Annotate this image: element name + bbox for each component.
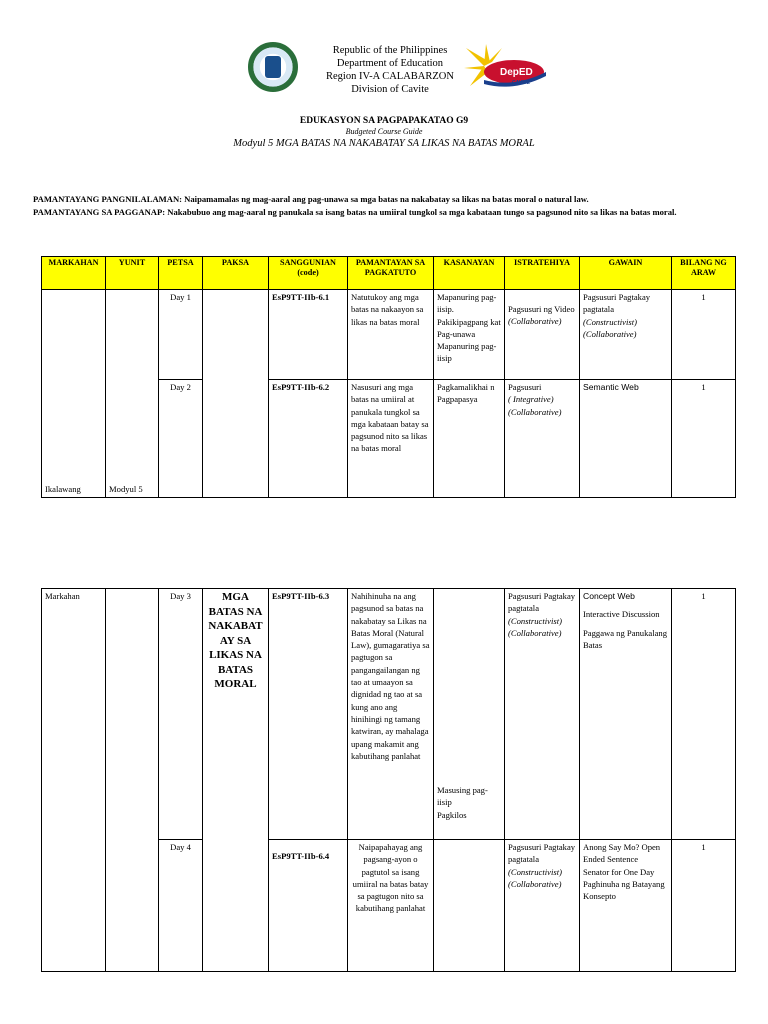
istratehiya-item: (Collaborative) [508, 406, 562, 417]
content-standard-text: : Naipamamalas ng mag-aaral ang pag-unawa sa mga batas na nakabatay sa likas na batas moral o natural law. [179, 194, 589, 204]
gawain-item: (Collaborative) [583, 328, 637, 339]
istratehiya-item: (Collaborative) [508, 316, 562, 327]
table-row [42, 290, 736, 380]
svg-text:DepED: DepED [500, 67, 533, 78]
gawain-item: Semantic Web [583, 382, 639, 392]
col-header: MARKAHAN [42, 257, 106, 290]
istratehiya-item: Pagsusuri ng Video [508, 304, 575, 314]
letterhead-line: Region IV-A CALABARZON [326, 71, 454, 82]
deped-cavite-logo [462, 42, 548, 90]
col-header: PAKSA [203, 257, 269, 290]
code-cell: EsP9TT-IIb-6.3 [269, 589, 348, 840]
markahan-cell: Markahan [42, 589, 106, 972]
gawain-item: Paggawa ng Panukalang Batas [583, 627, 668, 650]
gawain-item: Paghinuha ng Batayang Konsepto [583, 878, 665, 902]
kasanayan-item: Pag-unawa [437, 328, 476, 339]
performance-standard-label: PAMANTAYANG SA PAGGANAP [33, 206, 163, 217]
kasanayan-item: Pagpapasya [437, 394, 478, 405]
istratehiya-cell [505, 380, 580, 498]
col-header: PETSA [159, 257, 203, 290]
paksa-cell: MGA BATAS NA NAKABAT AY SA LIKAS NA BATAS MORAL [203, 589, 269, 972]
gawain-item: Pagsusuri Pagtakay pagtatala [583, 292, 651, 315]
kasanayan-cell [434, 290, 505, 380]
content-standard [33, 193, 733, 206]
istratehiya-item: (Collaborative) [508, 878, 562, 889]
subject-title: EDUKASYON SA PAGPAPAKATAO G9 [299, 116, 469, 126]
araw-cell: 1 [672, 589, 736, 840]
istratehiya-item: (Collaborative) [508, 627, 562, 638]
araw-cell: 1 [672, 290, 736, 380]
col-header: YUNIT [106, 257, 159, 290]
yunit-cell [106, 589, 159, 972]
istratehiya-cell [505, 840, 580, 972]
istratehiya-item: ( Integrative) [508, 394, 554, 405]
letterhead-line: Republic of the Philippines [332, 45, 448, 56]
gawain-cell [580, 380, 672, 498]
istratehiya-cell [505, 290, 580, 380]
kasanayan-item: Masusing pag-iisip [437, 785, 488, 808]
svg-text:CAVITE: CAVITE [512, 80, 530, 86]
markahan-cell: Ikalawang [42, 290, 106, 498]
code-cell: EsP9TT-IIb-6.1 [269, 290, 348, 380]
code-cell: EsP9TT-IIb-6.2 [269, 380, 348, 498]
pamantayan-cell: Natutukoy ang mga batas na nakaayon sa likas na batas moral [348, 290, 434, 380]
gawain-cell [580, 290, 672, 380]
kasanayan-cell [434, 380, 505, 498]
paksa-cell [203, 290, 269, 498]
course-guide-table-1 [41, 256, 736, 498]
gawain-cell [580, 589, 672, 840]
performance-standard-text: : Nakabubuo ang mag-aaral ng panukala sa isang batas na umiiral tungkol sa mga kabataan tungo sa pagsunod nito sa likas na batas moral. [162, 206, 677, 217]
kasanayan-item: Mapanuring pag-iisip. [437, 292, 497, 315]
letterhead-line: Department of Education [336, 58, 444, 69]
gawain-item: Interactive Discussion [583, 609, 660, 620]
istratehiya-item: Pagsusuri Pagtakay pagtatala [508, 842, 576, 865]
col-header: ISTRATEHIYA [505, 257, 580, 290]
standards-block [33, 193, 733, 218]
performance-standard [33, 206, 733, 219]
letterhead-line: Division of Cavite [351, 84, 429, 95]
col-header: PAMANTAYAN SA PAGKATUTO [348, 257, 434, 290]
content-standard-label: PAMANTAYANG PANGNILALAMAN [33, 194, 180, 204]
table-row [42, 589, 736, 840]
gawain-cell [580, 840, 672, 972]
istratehiya-item: (Constructivist) [508, 866, 562, 877]
kasanayan-cell [434, 589, 505, 840]
pamantayan-cell: Nasusuri ang mga batas na umiiral at panukala tungkol sa mga kabataan batay sa pagsunod nito sa likas na batas moral [348, 380, 434, 498]
col-header: SANGGUNIAN (code) [269, 257, 348, 290]
kasanayan-item: Mapanuring pag-iisip [437, 341, 497, 364]
petsa-cell: Day 1 [159, 290, 203, 380]
col-header: KASANAYAN [434, 257, 505, 290]
deped-seal-logo [248, 42, 298, 92]
gawain-item: (Constructivist) [583, 316, 637, 327]
gawain-item: Concept Web [583, 591, 635, 601]
araw-cell: 1 [672, 840, 736, 972]
araw-cell: 1 [672, 380, 736, 498]
course-guide-table-2 [41, 588, 736, 972]
gawain-item: Senator for One Day [583, 866, 655, 877]
pamantayan-cell: Naipapahayag ang pagsang-ayon o pagtutol sa isang umiiral na batas batay sa pagtugon nito sa kabutihang panlahat [348, 840, 434, 972]
pamantayan-cell: Nahihinuha na ang pagsunod sa batas na nakabatay sa Likas na Batas Moral (Natural Law), gumagaratiya sa pagtugon sa pangangailangan ng tao at umaayon sa dignidad ng tao at sa kung ano ang hinihingi ng tamang katwiran, ay mahalaga upang makamit ang kabutihang panlahat [348, 589, 434, 840]
istratehiya-item: Pagsusuri Pagtakay pagtatala [508, 591, 576, 614]
letterhead [300, 44, 480, 96]
yunit-cell: Modyul 5 [106, 290, 159, 498]
code-cell: EsP9TT-IIb-6.4 [269, 840, 348, 972]
kasanayan-cell [434, 840, 505, 972]
table-header-row [42, 257, 736, 290]
kasanayan-item: Pagkilos [437, 809, 467, 820]
kasanayan-item: Pakikipagpang kat [437, 316, 501, 327]
col-header: GAWAIN [580, 257, 672, 290]
istratehiya-cell [505, 589, 580, 840]
istratehiya-item: Pagsusuri [508, 382, 542, 392]
document-title-block [0, 116, 768, 150]
col-header: BILANG NG ARAW [672, 257, 736, 290]
petsa-cell: Day 3 [159, 589, 203, 840]
petsa-cell: Day 4 [159, 840, 203, 972]
petsa-cell: Day 2 [159, 380, 203, 498]
module-title: Modyul 5 MGA BATAS NA NAKABATAY SA LIKAS NA BATAS MORAL [233, 138, 535, 149]
kasanayan-item: Pagkamalikhai n [437, 382, 495, 392]
istratehiya-item: (Constructivist) [508, 615, 562, 626]
guide-subtitle: Budgeted Course Guide [345, 127, 423, 136]
gawain-item: Anong Say Mo? Open Ended Sentence [583, 842, 661, 865]
